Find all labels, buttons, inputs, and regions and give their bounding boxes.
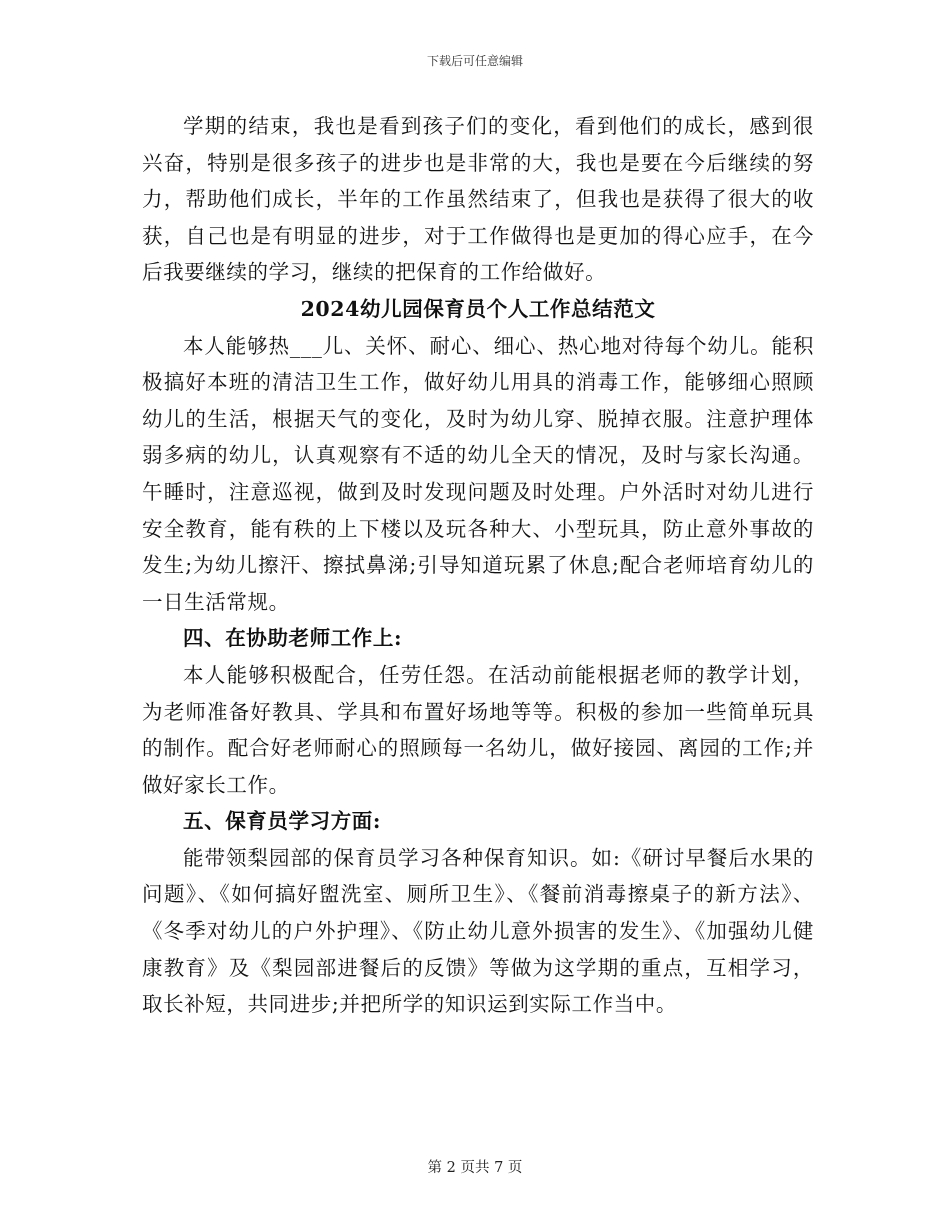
document-body	[142, 108, 814, 1023]
page-footer: 第 2 页共 7 页	[427, 1160, 523, 1176]
paragraph-study: 能带领梨园部的保育员学习各种保育知识。如:《研讨早餐后水果的问题》、《如何搞好盥洗室、厕所卫生》、《餐前消毒擦桌子的新方法》、《冬季对幼儿的户外护理》、《防止幼儿意外损害的发生》、《加强幼儿健康教育》及《梨园部进餐后的反馈》等做为这学期的重点，互相学习，取长补短，共同进步;并把所学的知识运到实际工作当中。	[142, 845, 814, 1017]
paragraph-care-duties: 本人能够热___儿、关怀、耐心、细心、热心地对待每个幼儿。能积极搞好本班的清洁卫生工作，做好幼儿用具的消毒工作，能够细心照顾幼儿的生活，根据天气的变化，及时为幼儿穿、脱掉衣服。注意护理体弱多病的幼儿，认真观察有不适的幼儿全天的情况，及时与家长沟通。午睡时，注意巡视，做到及时发现问题及时处理。户外活时对幼儿进行安全教育，能有秩的上下楼以及玩各种大、小型玩具，防止意外事故的发生;为幼儿擦汗、擦拭鼻涕;引导知道玩累了休息;配合老师培育幼儿的一日生活常规。	[142, 333, 814, 614]
section-heading-study: 五、保育员学习方面:	[183, 809, 382, 834]
document-title: 2024幼儿园保育员个人工作总结范文	[300, 296, 656, 321]
paragraph-assist-teacher: 本人能够积极配合，任劳任怨。在活动前能根据老师的教学计划，为老师准备好教具、学具和布置好场地等等。积极的参加一些简单玩具的制作。配合好老师耐心的照顾每一名幼儿，做好接园、离园的工作;并做好家长工作。	[142, 662, 814, 797]
section-heading-assist-teacher: 四、在协助老师工作上:	[183, 626, 403, 651]
paragraph-closing-summary: 学期的结束，我也是看到孩子们的变化，看到他们的成长，感到很兴奋，特别是很多孩子的进步也是非常的大，我也是要在今后继续的努力，帮助他们成长，半年的工作虽然结束了，但我也是获得了很大的收获，自己也是有明显的进步，对于工作做得也是更加的得心应手，在今后我要继续的学习，继续的把保育的工作给做好。	[142, 114, 814, 285]
page-header: 下载后可任意编辑	[426, 54, 523, 68]
